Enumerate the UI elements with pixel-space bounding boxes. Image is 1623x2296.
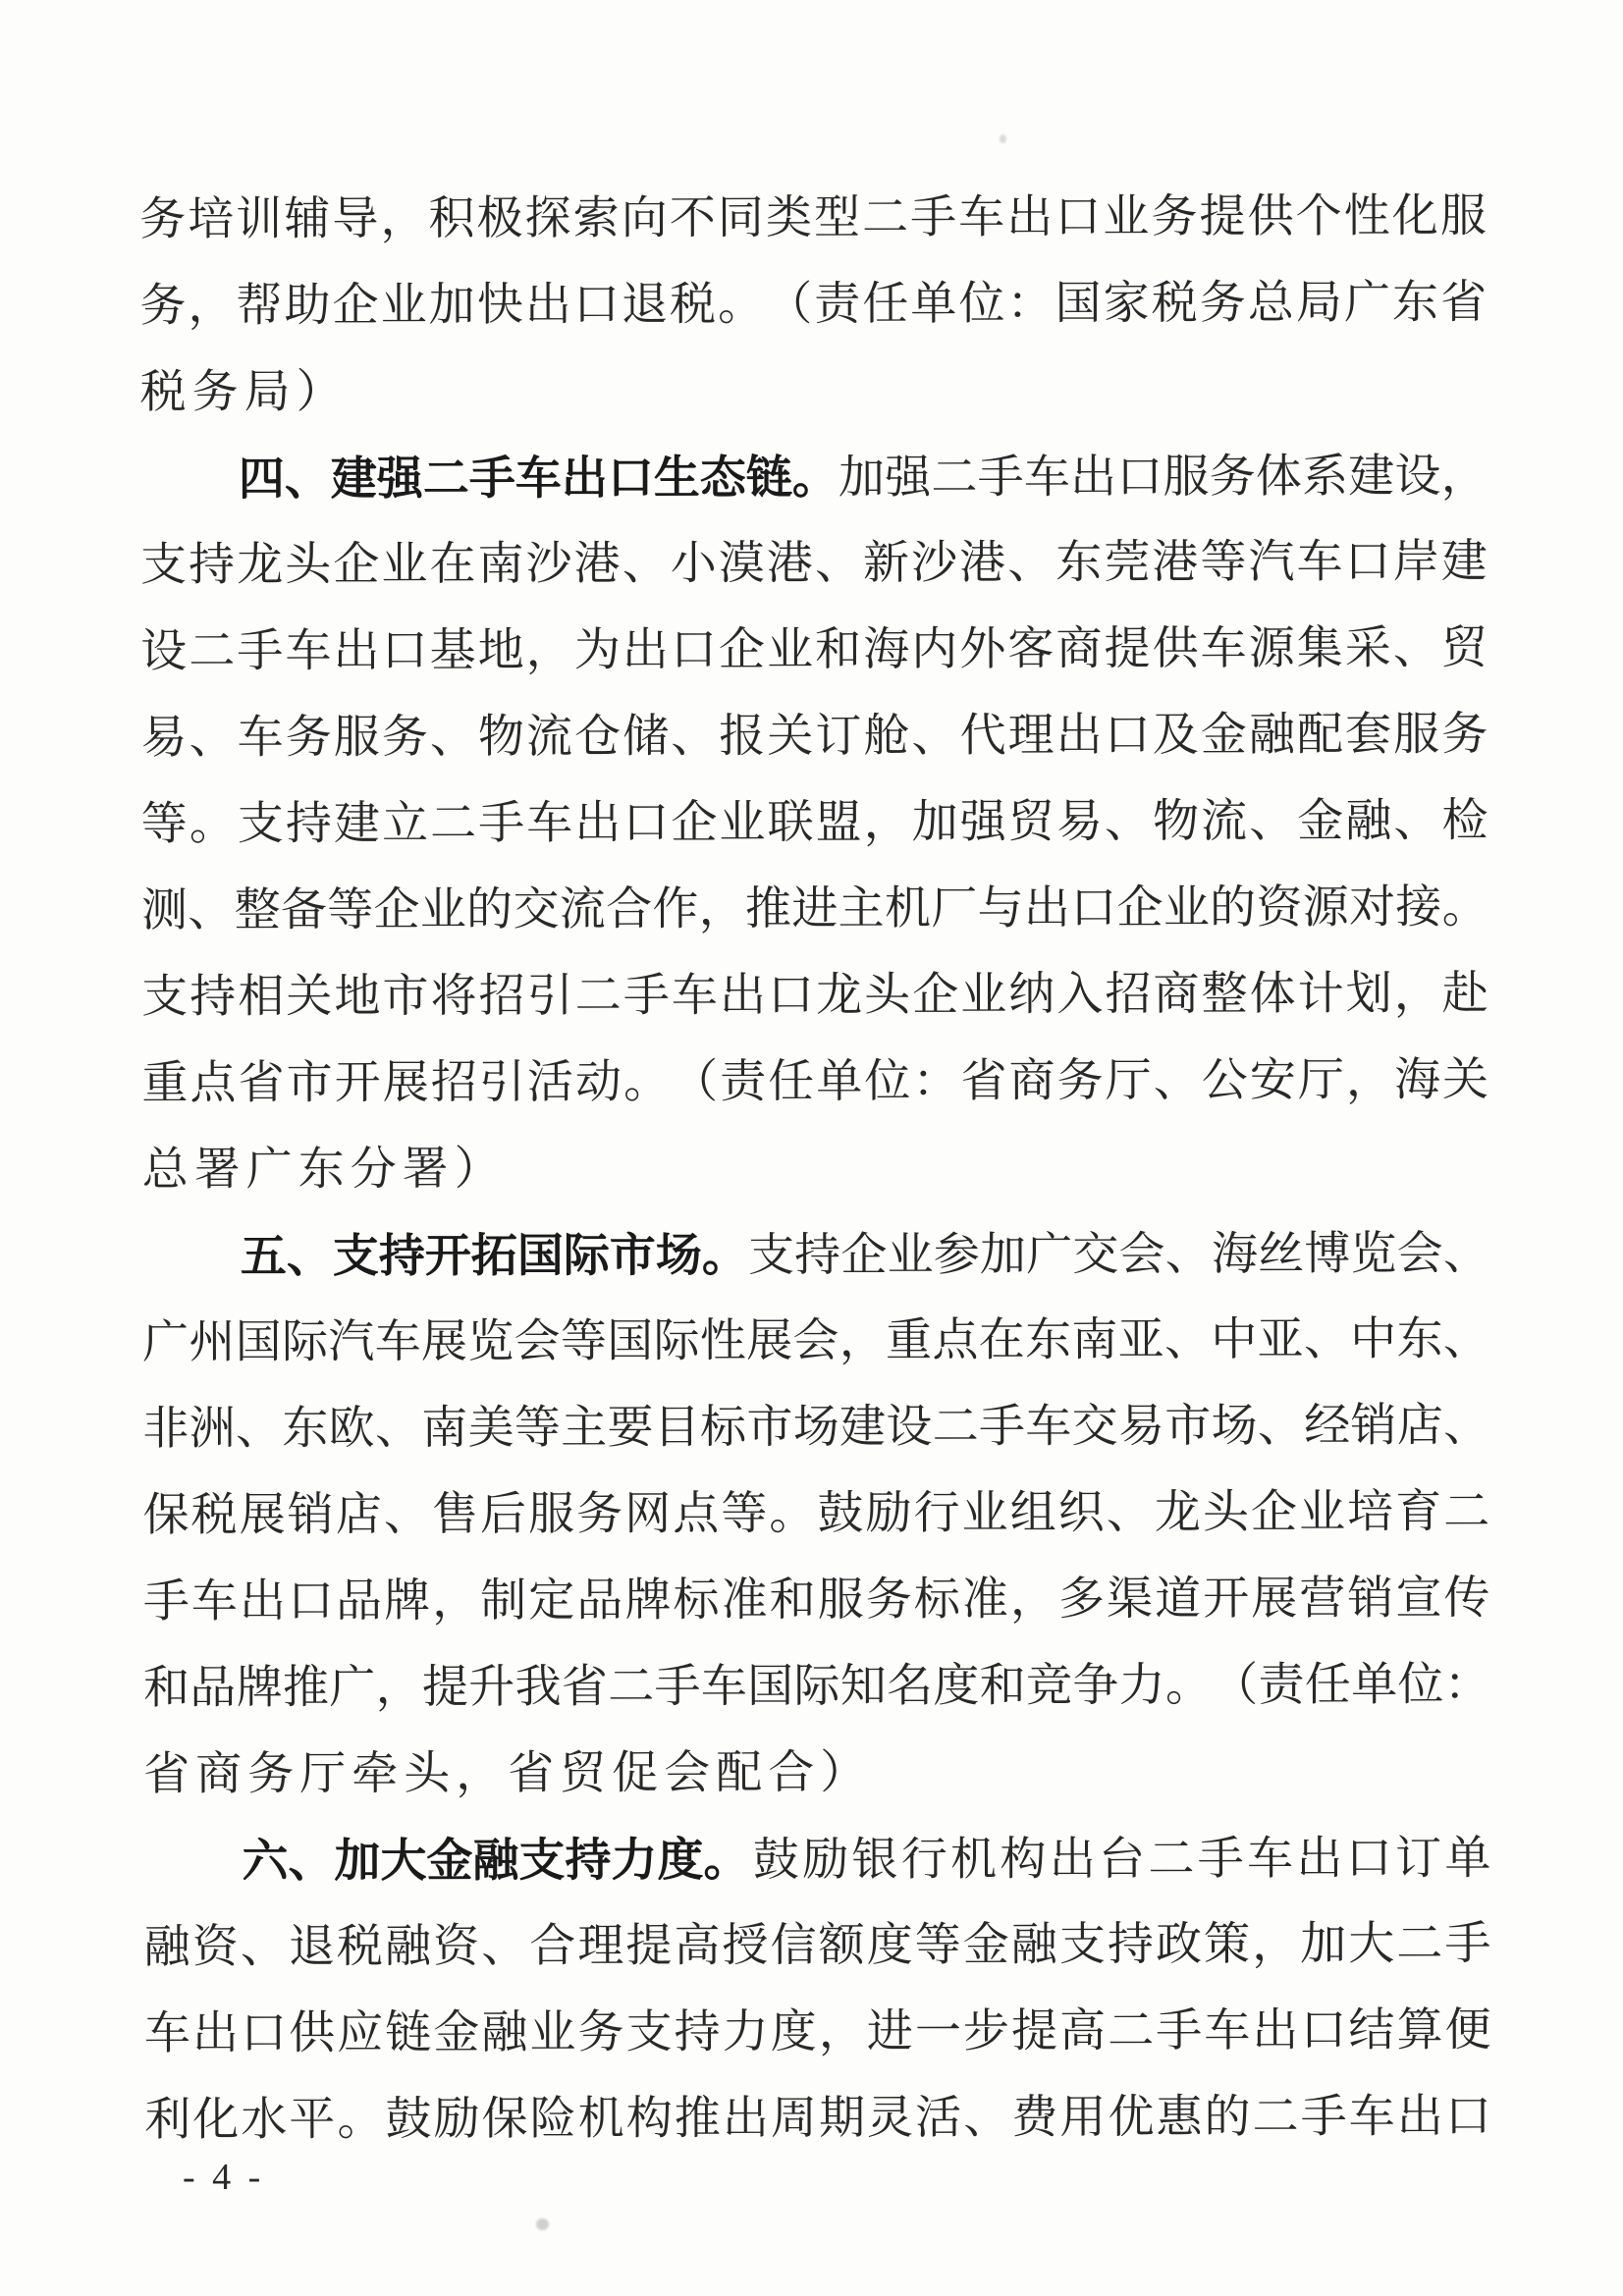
text-line: 和 品 牌 推 广 ， 提 升 我 省 二 手 车 国 际 知 名 度 和 竞 争 力 。 （ 责 任 单 位 ： <box>142 1659 1490 1714</box>
text-line: 手 车 出 口 品 牌 ， 制 定 品 牌 标 准 和 服 务 标 准 ， 多 渠 道 开 展 营 销 宣 传 <box>142 1573 1490 1628</box>
section-heading: 六、加大金融支持力度。 <box>242 1833 750 1887</box>
text-line: 测 、 整 备 等 企 业 的 交 流 合 作 ， 推 进 主 机 厂 与 出 口 企 业 的 资 源 对 接 。 <box>140 881 1488 936</box>
scan-speck-top <box>1000 134 1006 143</box>
text-line: 支 持 龙 头 企 业 在 南 沙 港 、 小 漠 港 、 新 沙 港 、 东 莞 港 等 汽 车 口 岸 建 <box>139 536 1488 591</box>
section-heading: 五、支持开拓国际市场。 <box>240 1228 748 1282</box>
text-line: 等 。 支 持 建 立 二 手 车 出 口 企 业 联 盟 ， 加 强 贸 易 、 物 流 、 金 融 、 检 <box>140 795 1488 850</box>
text-line: 四、建强二手车出口生态链。 加 强 二 手 车 出 口 服 务 体 系 建 设 ， <box>140 432 1488 522</box>
text-line: 车 出 口 供 应 链 金 融 业 务 支 持 力 度 ， 进 一 步 提 高 二 手 车 出 口 结 算 便 <box>143 2004 1491 2059</box>
page-number: - 4 - <box>183 2157 265 2198</box>
text-line: 融 资 、 退 税 融 资 、 合 理 提 高 授 信 额 度 等 金 融 支 持 政 策 ， 加 大 二 手 <box>143 1918 1491 1973</box>
text-line: 务 培 训 辅 导 ， 积 极 探 索 向 不 同 类 型 二 手 车 出 口 业 务 提 供 个 性 化 服 <box>139 190 1487 245</box>
text-line: 重 点 省 市 开 展 招 引 活 动 。 （ 责 任 单 位 ： 省 商 务 厅 、 公 安 厅 ， 海 关 <box>141 1054 1489 1109</box>
text-line: 支 持 相 关 地 市 将 招 引 二 手 车 出 口 龙 头 企 业 纳 入 招 商 整 体 计 划 ， 赴 <box>141 968 1488 1023</box>
text-line: 易 、 车 务 服 务 、 物 流 仓 储 、 报 关 订 舱 、 代 理 出 口 及 金 融 配 套 服 务 <box>140 709 1488 764</box>
text-line: 五、支持开拓国际市场。 支 持 企 业 参 加 广 交 会 、 海 丝 博 览 会 、 <box>142 1209 1489 1300</box>
document-body <box>139 173 1491 2163</box>
text-line: 务 ， 帮 助 企 业 加 快 出 口 退 税 。 （ 责 任 单 位 ： 国 家 税 务 总 局 广 东 省 <box>139 277 1488 332</box>
text-line: 总署广东分署） <box>141 1144 507 1196</box>
text-line: 设 二 手 车 出 口 基 地 ， 为 出 口 企 业 和 海 内 外 客 商 提 供 车 源 集 采 、 贸 <box>140 622 1488 677</box>
text-line: 六、加大金融支持力度。 鼓 励 银 行 机 构 出 台 二 手 车 出 口 订 单 <box>143 1814 1490 1904</box>
text-line: 省商务厅牵头，省贸促会配合） <box>143 1747 873 1800</box>
text-line: 保 税 展 销 店 、 售 后 服 务 网 点 等 。 鼓 励 行 业 组 织 、 龙 头 企 业 培 育 二 <box>142 1486 1490 1541</box>
text-line: 税务局） <box>139 366 349 418</box>
text-line: 非 洲 、 东 欧 、 南 美 等 主 要 目 标 市 场 建 设 二 手 车 交 易 市 场 、 经 销 店 、 <box>142 1400 1490 1455</box>
section-heading: 四、建强二手车出口生态链。 <box>238 451 839 505</box>
scan-speck-bottom <box>536 2218 549 2230</box>
text-line: 利 化 水 平 。 鼓 励 保 险 机 构 推 出 周 期 灵 活 、 费 用 优 惠 的 二 手 车 出 口 <box>144 2091 1491 2146</box>
text-line: 广 州 国 际 汽 车 展 览 会 等 国 际 性 展 会 ， 重 点 在 东 南 亚 、 中 亚 、 中 东 、 <box>142 1313 1489 1368</box>
